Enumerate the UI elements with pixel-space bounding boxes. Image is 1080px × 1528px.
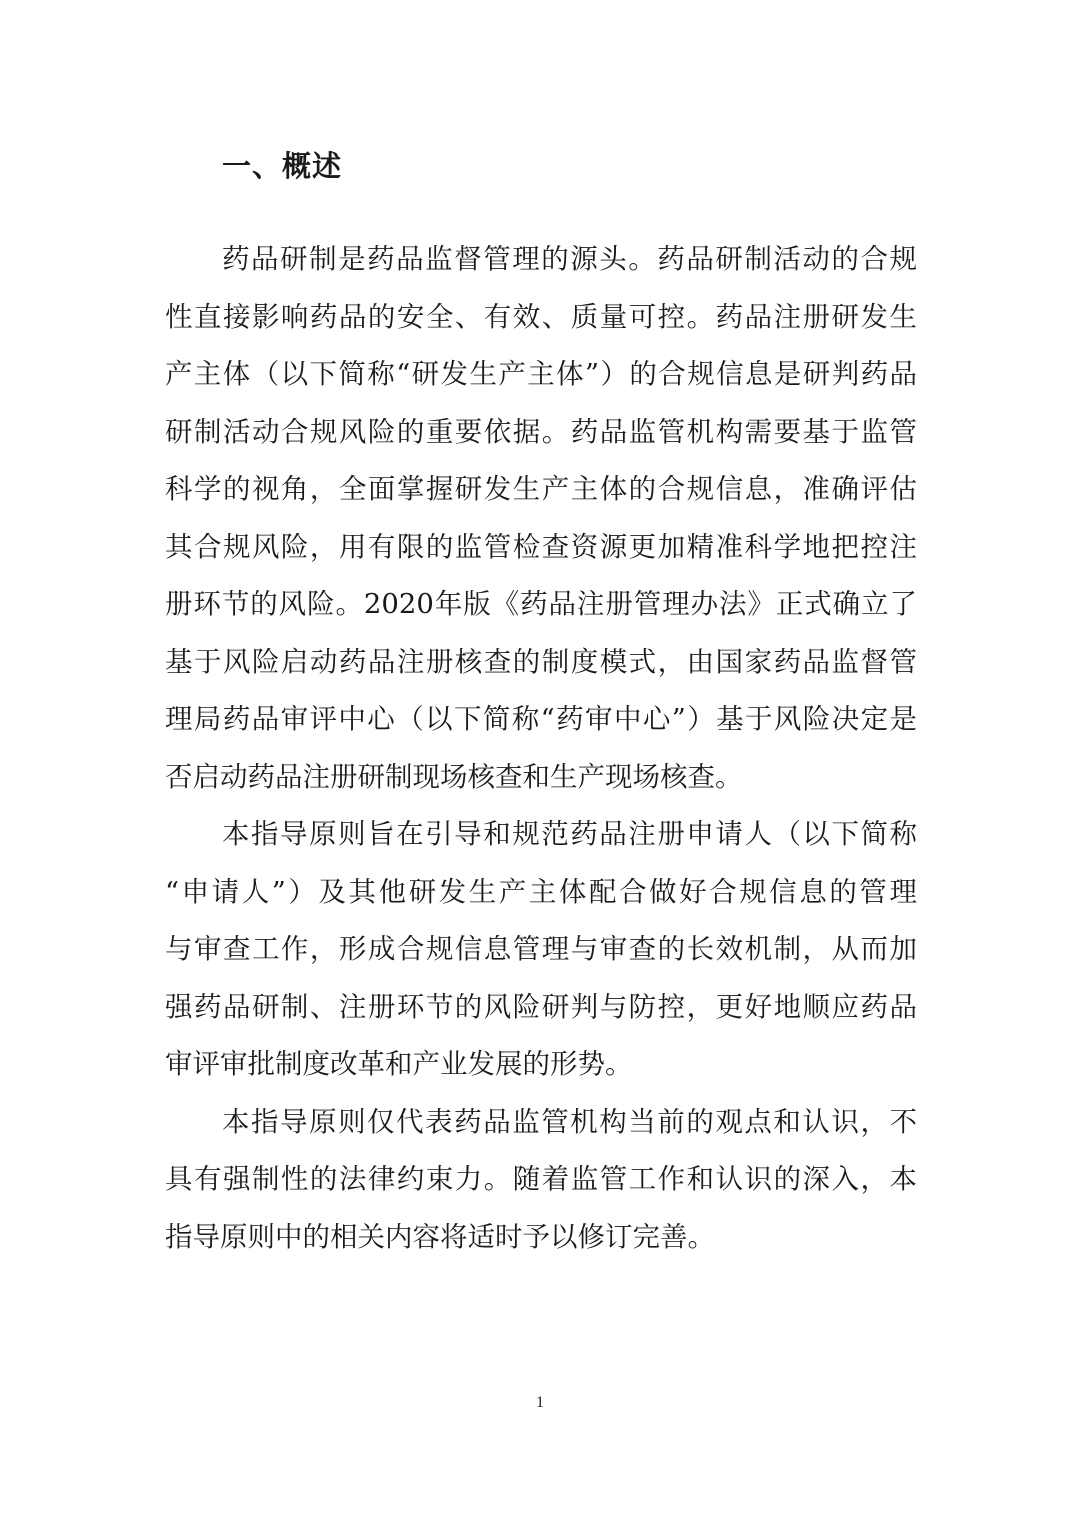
text-line: 产主体（以下简称“研发生产主体”）的合规信息是研判药品	[165, 358, 917, 390]
text-line: “申请人”）及其他研发生产主体配合做好合规信息的管理	[165, 875, 917, 908]
text-line: 理局药品审评中心（以下简称“药审中心”）基于风险决定是	[165, 703, 917, 735]
text-line: 指导原则中的相关内容将适时予以修订完善。	[165, 1220, 715, 1253]
text-line: 研制活动合规风险的重要依据。药品监管机构需要基于监管	[165, 415, 917, 448]
page-number: 1	[536, 1394, 544, 1411]
text-line: 科学的视角，全面掌握研发生产主体的合规信息，准确评估	[165, 473, 917, 505]
text-line: 具有强制性的法律约束力。随着监管工作和认识的深入，本	[165, 1163, 917, 1195]
text-line: 审评审批制度改革和产业发展的形势。	[165, 1048, 633, 1080]
text-line: 否启动药品注册研制现场核查和生产现场核查。	[165, 760, 743, 793]
text-line: 强药品研制、注册环节的风险研判与防控，更好地顺应药品	[165, 990, 917, 1023]
text-line: 册环节的风险。2020年版《药品注册管理办法》正式确立了	[165, 588, 917, 620]
section-heading: 一、概述	[222, 149, 343, 183]
text-line: 其合规风险，用有限的监管检查资源更加精准科学地把控注	[165, 530, 917, 563]
text-line: 与审查工作，形成合规信息管理与审查的长效机制，从而加	[165, 933, 917, 965]
paragraph-overview	[165, 231, 917, 806]
text-line: 性直接影响药品的安全、有效、质量可控。药品注册研发生	[165, 300, 917, 333]
text-line: 本指导原则旨在引导和规范药品注册申请人（以下简称	[222, 818, 917, 850]
text-line: 药品研制是药品监督管理的源头。药品研制活动的合规	[222, 243, 917, 275]
text-line: 基于风险启动药品注册核查的制度模式，由国家药品监督管	[165, 645, 917, 678]
paragraph-disclaimer	[165, 1094, 917, 1267]
paragraph-purpose	[165, 806, 917, 1094]
text-line: 本指导原则仅代表药品监管机构当前的观点和认识，不	[222, 1105, 917, 1138]
body-text	[165, 231, 917, 1266]
